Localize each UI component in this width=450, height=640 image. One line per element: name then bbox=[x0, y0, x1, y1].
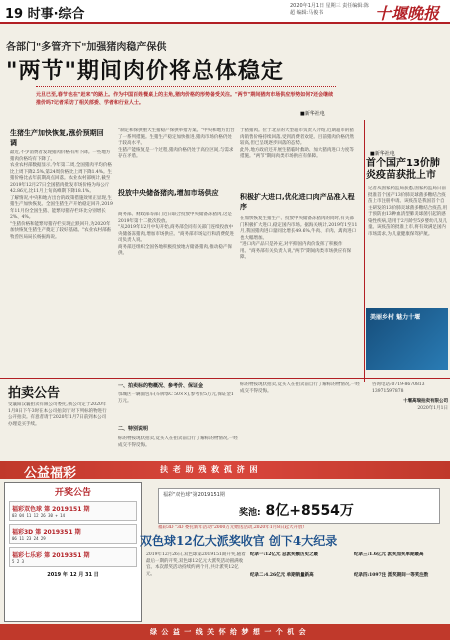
lottery-records-2 bbox=[354, 552, 446, 620]
record-1: 纪录一:12亿元 总派奖额历史之最 bbox=[250, 552, 318, 557]
ticket-name: 福彩双色球 第 2019151 期 bbox=[12, 506, 90, 513]
col3-intro: 于猪猪肉。位于北京的大型超市负责人介绍,近期超市的猪肉销售价格持续回落,受到消费者欢迎。目前猪肉价格仍然较高,但已呈现逐步回落的态势。 此外,地方政府还开展生猪临时救助、加大猪肉进口力度等措施。"两节"期间肉类市场供应有保障。 bbox=[240, 128, 354, 159]
record-2: 纪录二:4.26亿元 单期销量新高 bbox=[250, 572, 314, 578]
col2-subheading: 投放中央储备猪肉,增加市场供应 bbox=[118, 189, 219, 197]
promo-banner bbox=[366, 308, 448, 370]
ticket-entry bbox=[9, 501, 137, 521]
page-number: 19 时事·综合 bbox=[5, 7, 85, 22]
ticket-entry bbox=[9, 524, 137, 544]
section-divider bbox=[0, 378, 450, 379]
auction-contact bbox=[372, 382, 448, 458]
ticket-name: 福彩七乐彩 第 2019351 期 bbox=[12, 552, 90, 559]
col2-intro: "制定和保供重大生猪稳产保供举措方案。"中央和地方出台了一系列措施。生猪生产稳定加快推进,猪肉市场价格仍处于较高水平。 生猪产能恢复是一个过程,猪肉价格仍处于高位区间,与需求存在矛盾。 bbox=[118, 128, 235, 159]
side-body: 记者从国家药监局获悉,国家药监局日前批准首个国产13价肺炎球菌多糖结合疫苗上市注册申请。该疫苗是我国首个自主研发的13价肺炎球菌多糖结合疫苗,用于预防由13种血清型肺炎球菌引起的感染性疾病,适用于2月龄至5岁婴幼儿及儿童。该疫苗的批准上市,将有效满足国内市场需求,为儿童健康保驾护航。 bbox=[368, 186, 448, 237]
ticket-numbers: 5 2 3 bbox=[12, 559, 25, 564]
lottery-bulletin bbox=[4, 482, 142, 622]
article-author: ■新华社电 bbox=[300, 111, 325, 117]
auction-date: 2020年1月1日 bbox=[417, 405, 448, 411]
auction-company: 十堰高瑞拍卖有限公司 bbox=[403, 399, 448, 404]
jackpot-value: 8亿+8554万 bbox=[265, 503, 354, 519]
lottery-records-1 bbox=[250, 552, 350, 620]
lottery-headline: 双色球12亿大派奖收官 创下4大纪录 bbox=[140, 534, 338, 548]
ticket-list bbox=[5, 501, 141, 567]
ticket-entry bbox=[9, 547, 137, 567]
ticket-numbers: 06 11 23 24 29 bbox=[12, 536, 46, 541]
welfare-slogan: 扶 老 助 残 救 孤 济 困 bbox=[160, 465, 259, 474]
notice-body: 标的物按现状拍卖,竞买人在拍卖前自行了解标的物情况,一经成交不得反悔。 bbox=[118, 436, 238, 448]
auction-title: 拍卖公告 bbox=[8, 386, 61, 401]
jackpot-note: 福彩3D "3D 委托新年活动"2000万元赠送活动,2020年1月8日起大开放! bbox=[158, 525, 305, 530]
side-headline: 首个国产13价肺炎疫苗获批上市 bbox=[366, 158, 440, 181]
col1-body: 最近,不少消费者发现猪肉价格有所下降。一些地方猪肉价格均有下降了。 农业农村部数据显示,今年第二周,全国猪肉平均价格比上周下降2.5%,第24周价格比上周下降1.4%。生猪价格比去年前期高点回落。农业农村部统计,截至2019年12月27日全国猪肉批发市场价格为每公斤42.86元,比11月上旬高峰期下降18.1%。 了解情况,中央和地方出台的政策措施效果正显现,生猪生产加快恢复。全国生猪生产开始稳定回升,2019年11月份全国生猪、能繁母猪存栏环比分别增长2%、4%。 "生猪价格和能繁母猪存栏实现止跌回升,为2020年加快恢复生猪生产奠定了较好基础。"农业农村部畜牧兽医局局长杨振海说。 bbox=[10, 150, 113, 240]
article-lead: 元旦已至,春节也在"赶来"的路上。作为中国百姓餐桌上的主角,猪肉价格的形势备受关注。"两节"期间猪肉市场供应形势如何?还会继续推价吗?记者采访了相关部委、学者和行业人士。 bbox=[36, 86, 336, 107]
footer-slogan: 绿 公 益 一 线 关 怀 给 梦 想 一 个 机 会 bbox=[150, 628, 307, 636]
record-4: 纪录四:1097注 派奖期间一等奖注数 bbox=[354, 572, 429, 578]
welfare-logo: 公益福彩 bbox=[24, 466, 77, 481]
banner-text: 美丽乡村 魅力十堰 bbox=[370, 314, 421, 321]
bulletin-title: 开奖公告 bbox=[54, 488, 91, 498]
lottery-body: 2019年12月26日,双色球第2019151期开奖,随着最后一期的开奖,双色球12亿元大派奖活动圆满收官。本次派奖活动持续约两个月,共计派奖12亿元。 bbox=[146, 552, 246, 577]
notice-title: 二、特别说明 bbox=[118, 426, 149, 432]
ticket-name: 福彩3D 第 2019351 期 bbox=[12, 529, 81, 536]
col3-body: 在加快恢复生猪生产、投放中央储备冻猪肉的同时,有关部门积极扩大进口,稳定国内市场。据海关统计,2019年1至11月,我国猪肉进口量同比增长49.6%,牛肉、羊肉、禽肉进口也大幅增加。 "进口肉产品只是补充,对平抑国内肉价发挥了积极作用。"商务部有关负责人说,"两节"期间肉类市场供应有保障。 bbox=[240, 216, 358, 260]
side-author-top: ■新华社电 bbox=[370, 151, 395, 157]
auction-col3: 标的物按现状拍卖,竞买人在拍卖前自行了解标的物情况,一经成交不得反悔。 bbox=[240, 382, 360, 394]
header-meta: 2020年1月1日 星期三 责任编辑:陈超 编辑:马俊书 bbox=[290, 3, 369, 16]
jackpot-title: 福彩"双色球"第2019151期 bbox=[163, 492, 225, 498]
col1-subheading: 生猪生产加快恢复,涨价预期回调 bbox=[10, 129, 104, 147]
contact-line: 咨询电话:0719-8670813 13971597878 bbox=[372, 382, 425, 394]
col2-body: 商务部、财政部等部门近日联合投放中央储备冻猪肉,这是2019年第十二批次投放。 "从2019年12月中旬开始,商务部会同有关部门连续投放中央储备冻猪肉,增加市场供应。"商务部市场运行和消费促进司负责人说。 商务部还组织全国各地积极投放地方储备猪肉,推动稳产保供。 bbox=[118, 212, 234, 256]
lot-title: 一、拍卖标的物概况、参考价、保证金 bbox=[118, 383, 204, 389]
ticket-numbers: 03 04 11 12 26 30 + 14 bbox=[12, 513, 65, 518]
col3-subheading: 积极扩大进口,优化进口肉产品准入程序 bbox=[240, 193, 355, 211]
lot-body: 鄂城区一辆面包车(车牌鄂C 50××),参考价5万元,保证金1万元。 bbox=[118, 392, 234, 404]
article-kicker: 各部门"多管齐下"加强猪肉稳产保供 bbox=[6, 42, 167, 53]
jackpot-label: 奖池: bbox=[239, 508, 261, 518]
article-headline: "两节"期间肉价将总体稳定 bbox=[6, 58, 284, 84]
bulletin-date: 2019 年 12 月 31 日 bbox=[47, 572, 99, 578]
jackpot-panel bbox=[158, 488, 440, 524]
record-3: 纪录三:1.6亿元 派奖加奖单期最高 bbox=[354, 552, 424, 557]
column-divider bbox=[364, 120, 365, 382]
newspaper-logo: 十堰晚报 bbox=[375, 4, 440, 23]
auction-body: 受襄阳汉襄拍卖有限公司委托,我公司定于2020年1月8日下午3时在本公司拍卖厅对下列标的物进行公开拍卖。有意者请于2020年1月7日前到本公司办理竞买手续。 bbox=[8, 402, 107, 427]
